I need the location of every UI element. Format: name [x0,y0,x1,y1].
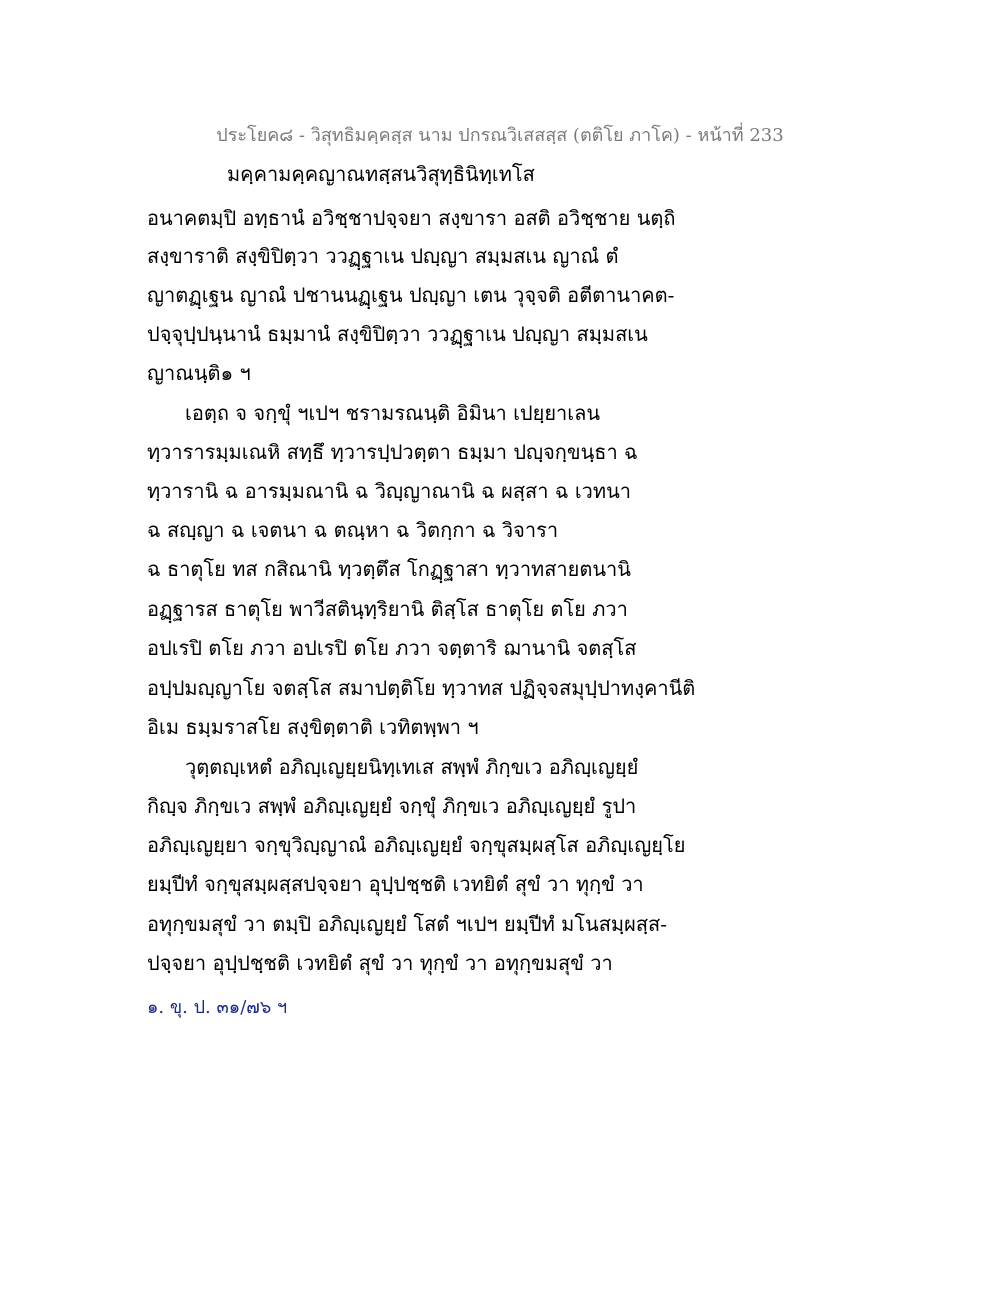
text-line: ปจฺจยา อุปฺปชฺชติ เวทยิตํ สุขํ วา ทุกฺขํ วา อทุกฺขมสุขํ วา [147,951,613,975]
page-header: ประโยค๘ - วิสุทธิมคฺคสฺส นาม ปกรณวิเสสสฺส (ตติโย ภาโค) - หน้าที่ 233 [216,125,784,146]
text-line: อปเรปิ ตโย ภวา อปเรปิ ตโย ภวา จตฺตาริ ฌานานิ จตสฺโส [147,636,637,660]
text-line: สงฺขาราติ สงฺขิปิตฺวา ววฏฺฐาเน ปญฺญา สมฺมสเน ญาณํ ตํ [147,244,619,268]
text-line: อิเม ธมฺมราสโย สงฺขิตฺตาติ เวทิตพฺพา ฯ [147,715,479,739]
text-line: เอตฺถ จ จกฺขุํ ฯเปฯ ชรามรณนฺติ อิมินา เปยฺยาเลน [185,401,601,425]
text-line: ทฺวารารมฺมเณหิ สทฺธึ ทฺวารปฺปวตฺตา ธมฺมา ปญฺจกฺขนฺธา ฉ [147,440,638,464]
footnote: ๑. ขุ. ป. ๓๑/๗๖ ฯ [147,997,288,1018]
text-line: วุตฺตญฺเหตํ อภิญฺเญยฺยนิทฺเทเส สพฺพํ ภิกฺขเว อภิญฺเญยฺยํ [185,755,639,779]
text-line: ญาตฏฺเฐน ญาณํ ปชานนฏฺเฐน ปญฺญา เตน วุจฺจติ อตีตานาคต- [147,283,675,307]
text-line: ปจฺจุปฺปนฺนานํ ธมฺมานํ สงฺขิปิตฺวา ววฏฺฐาเน ปญฺญา สมฺมสเน [147,322,648,346]
text-line: ทฺวารานิ ฉ อารมฺมณานิ ฉ วิญฺญาณานิ ฉ ผสฺสา ฉ เวทนา [147,479,631,503]
text-line: ฉ ธาตุโย ทส กสิณานิ ทฺวตฺตึส โกฏฺฐาสา ทฺวาทสายตนานิ [147,557,631,581]
text-line: ญาณนฺติ๑ ฯ [147,361,251,385]
section-heading: มคฺคามคฺคญาณทสฺสนวิสุทฺธินิทฺเทโส [227,162,535,186]
text-line: อปฺปมญฺญาโย จตสฺโส สมาปตฺติโย ทฺวาทส ปฏิจฺจสมุปฺปาทงฺคานีติ [147,676,696,700]
text-line: ยมฺปีทํ จกฺขุสมฺผสฺสปจฺจยา อุปฺปชฺชติ เวทยิตํ สุขํ วา ทุกฺขํ วา [147,872,644,896]
text-line: ฉ สญฺญา ฉ เจตนา ฉ ตณฺหา ฉ วิตกฺกา ฉ วิจารา [147,518,559,542]
text-line: อทุกฺขมสุขํ วา ตมฺปิ อภิญฺเญยฺยํ โสตํ ฯเปฯ ยมฺปีทํ มโนสมฺผสฺส- [147,912,668,936]
text-line: อภิญฺเญยฺยา จกฺขุวิญฺญาณํ อภิญฺเญยฺยํ จกฺขุสมฺผสฺโส อภิญฺเญยฺโย [147,833,686,857]
text-line: อนาคตมฺปิ อทฺธานํ อวิชฺชาปจฺจยา สงฺขารา อสติ อวิชฺชาย นตฺถิ [147,206,676,230]
text-line: กิญฺจ ภิกฺขเว สพฺพํ อภิญฺเญยฺยํ จกฺขุํ ภิกฺขเว อภิญฺเญยฺยํ รูปา [147,794,637,818]
text-line: อฏฺฐารส ธาตุโย พาวีสตินฺทฺริยานิ ติสฺโส ธาตุโย ตโย ภวา [147,597,628,621]
